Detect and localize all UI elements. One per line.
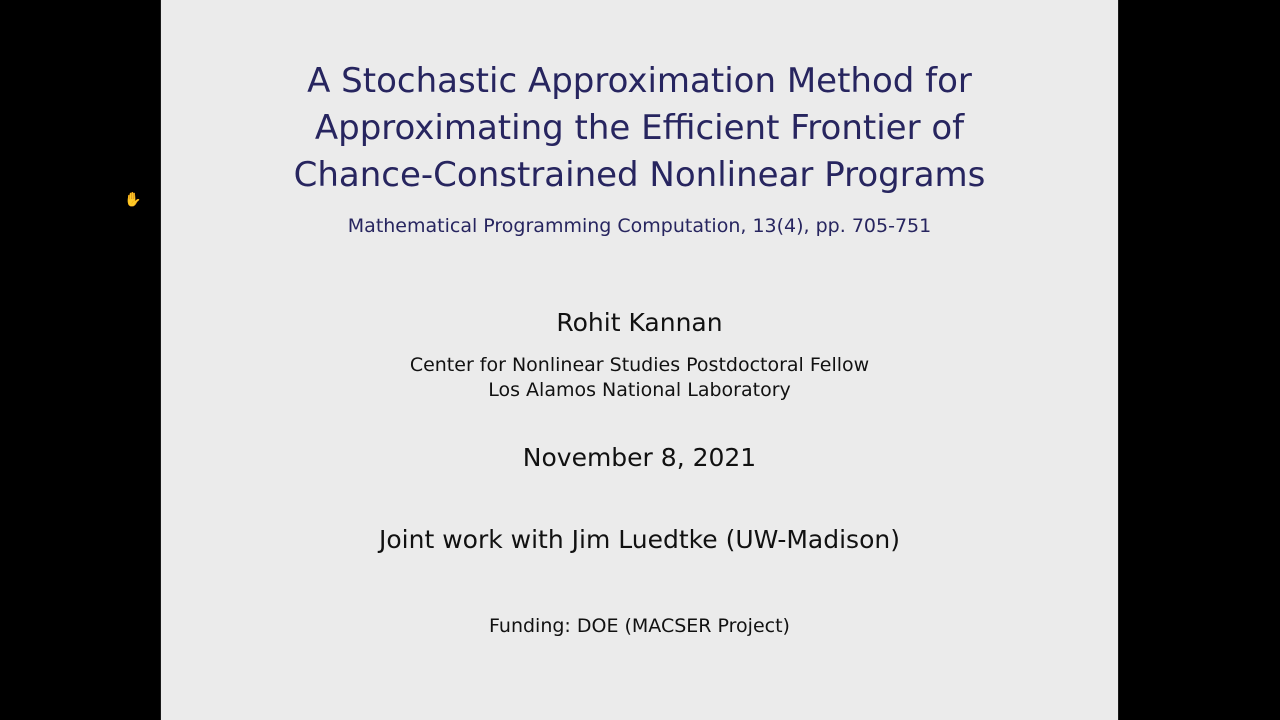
affiliation-line-1: Center for Nonlinear Studies Postdoctoral Fellow [409, 354, 870, 376]
author-affiliation [161, 353, 1118, 403]
presentation-date: November 8, 2021 [522, 443, 757, 472]
affiliation-line-2: Los Alamos National Laboratory [488, 379, 791, 401]
title-line-1: A Stochastic Approximation Method for [307, 61, 972, 101]
hand-cursor-icon: ✋ [124, 192, 142, 208]
title-slide [160, 0, 1119, 720]
slide-title [161, 58, 1118, 199]
journal-citation: Mathematical Programming Computation, 13(4), pp. 705-751 [347, 215, 932, 237]
funding-note: Funding: DOE (MACSER Project) [489, 615, 790, 637]
author-name: Rohit Kannan [556, 308, 723, 337]
title-line-2: Approximating the Efficient Frontier of [314, 108, 965, 148]
title-line-3: Chance-Constrained Nonlinear Programs [293, 155, 986, 195]
joint-work-note: Joint work with Jim Luedtke (UW-Madison) [379, 525, 900, 554]
